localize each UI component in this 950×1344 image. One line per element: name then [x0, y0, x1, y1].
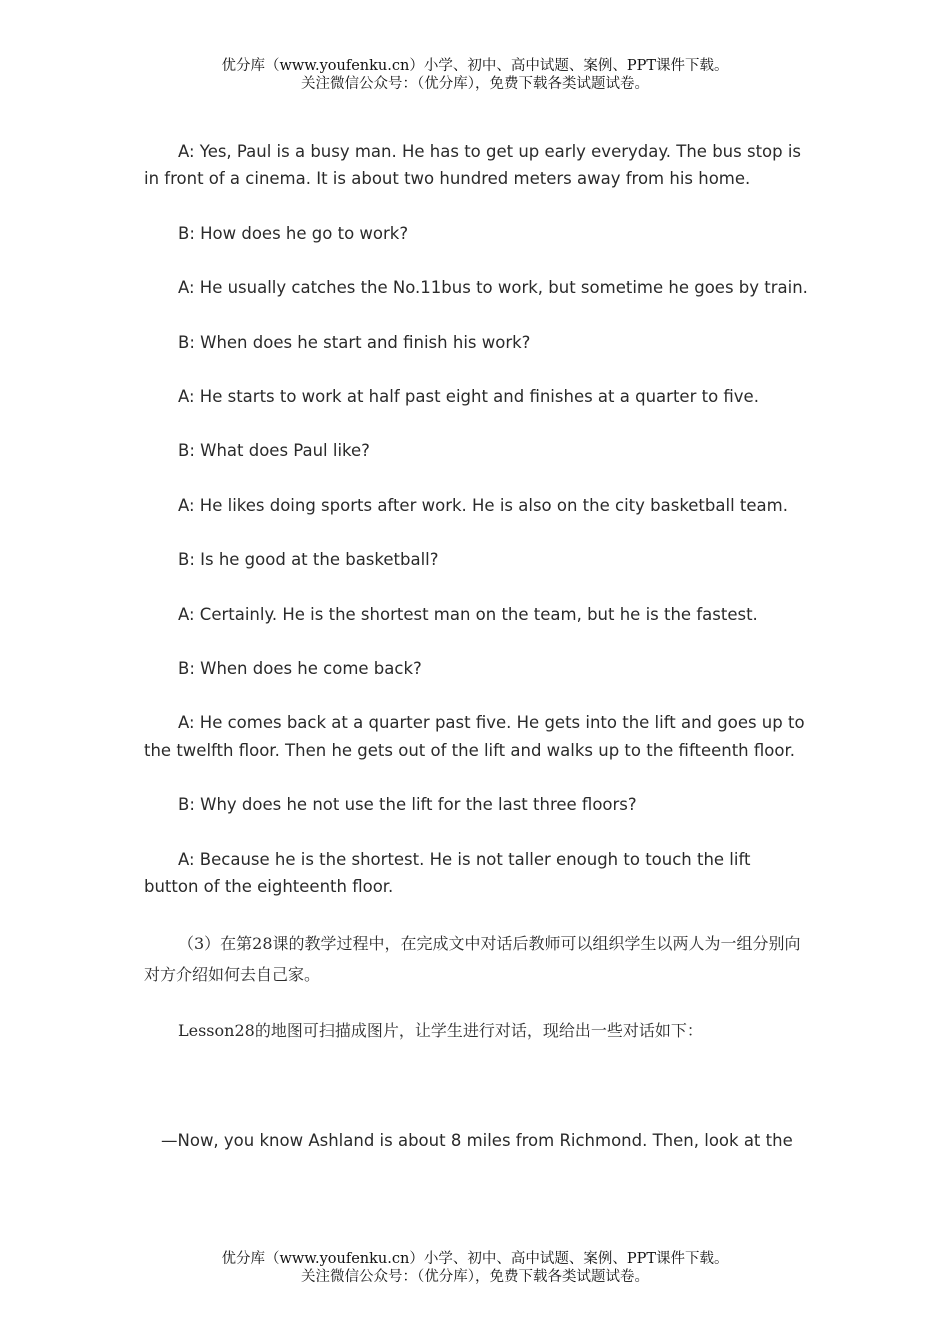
blank-space	[144, 1071, 808, 1127]
dialogue-line: A: He starts to work at half past eight and finishes at a quarter to five.	[178, 387, 759, 407]
dialogue-line: B: What does Paul like?	[178, 441, 370, 461]
dialogue-line: B: Why does he not use the lift for the last three floors?	[178, 795, 637, 815]
document-body	[144, 138, 808, 1181]
dialogue-line: —Now, you know Ashland is about 8 miles from Richmond. Then, look at the	[161, 1130, 793, 1150]
footer-line-1: 优分库（www.youfenku.cn）小学、初中、高中试题、案例、PPT课件下载。	[221, 1251, 729, 1267]
dialogue-line: A: He likes doing sports after work. He is also on the city basketball team.	[178, 495, 788, 515]
dialogue-line: A: Yes, Paul is a busy man. He has to get up early everyday. The bus stop is in front of a cinema. It is about two hundred meters away from his home.	[144, 142, 802, 189]
footer-line-2: 关注微信公众号：（优分库），免费下载各类试题试卷。	[301, 1269, 649, 1285]
dialogue-line: A: Certainly. He is the shortest man on the team, but he is the fastest.	[178, 604, 758, 624]
dialogue-line: A: He comes back at a quarter past five. He gets into the lift and goes up to the twelfth floor. Then he gets out of the lift and walks up to the fifteenth floor.	[144, 713, 805, 760]
dialogue-line: A: Because he is the shortest. He is not taller enough to touch the lift button of the eighteenth floor.	[144, 849, 751, 897]
dialogue-line: B: How does he go to work?	[178, 223, 409, 243]
page-header	[0, 57, 950, 93]
dialogue-line: A: He usually catches the No.11bus to work, but sometime he goes by train.	[178, 278, 808, 298]
header-line-2: 关注微信公众号：（优分库），免费下载各类试题试卷。	[301, 76, 649, 92]
dialogue-line: B: When does he come back?	[178, 659, 422, 679]
teaching-note: （3）在第28课的教学过程中，在完成文中对话后教师可以组织学生以两人为一组分别向对方介绍如何去自己家。	[144, 933, 801, 984]
lesson-note: Lesson28的地图可扫描成图片，让学生进行对话，现给出一些对话如下：	[178, 1020, 703, 1040]
header-line-1: 优分库（www.youfenku.cn）小学、初中、高中试题、案例、PPT课件下载。	[221, 58, 729, 74]
dialogue-line: B: When does he start and finish his work?	[178, 332, 531, 352]
page-footer	[0, 1250, 950, 1286]
dialogue-line: B: Is he good at the basketball?	[178, 550, 439, 570]
